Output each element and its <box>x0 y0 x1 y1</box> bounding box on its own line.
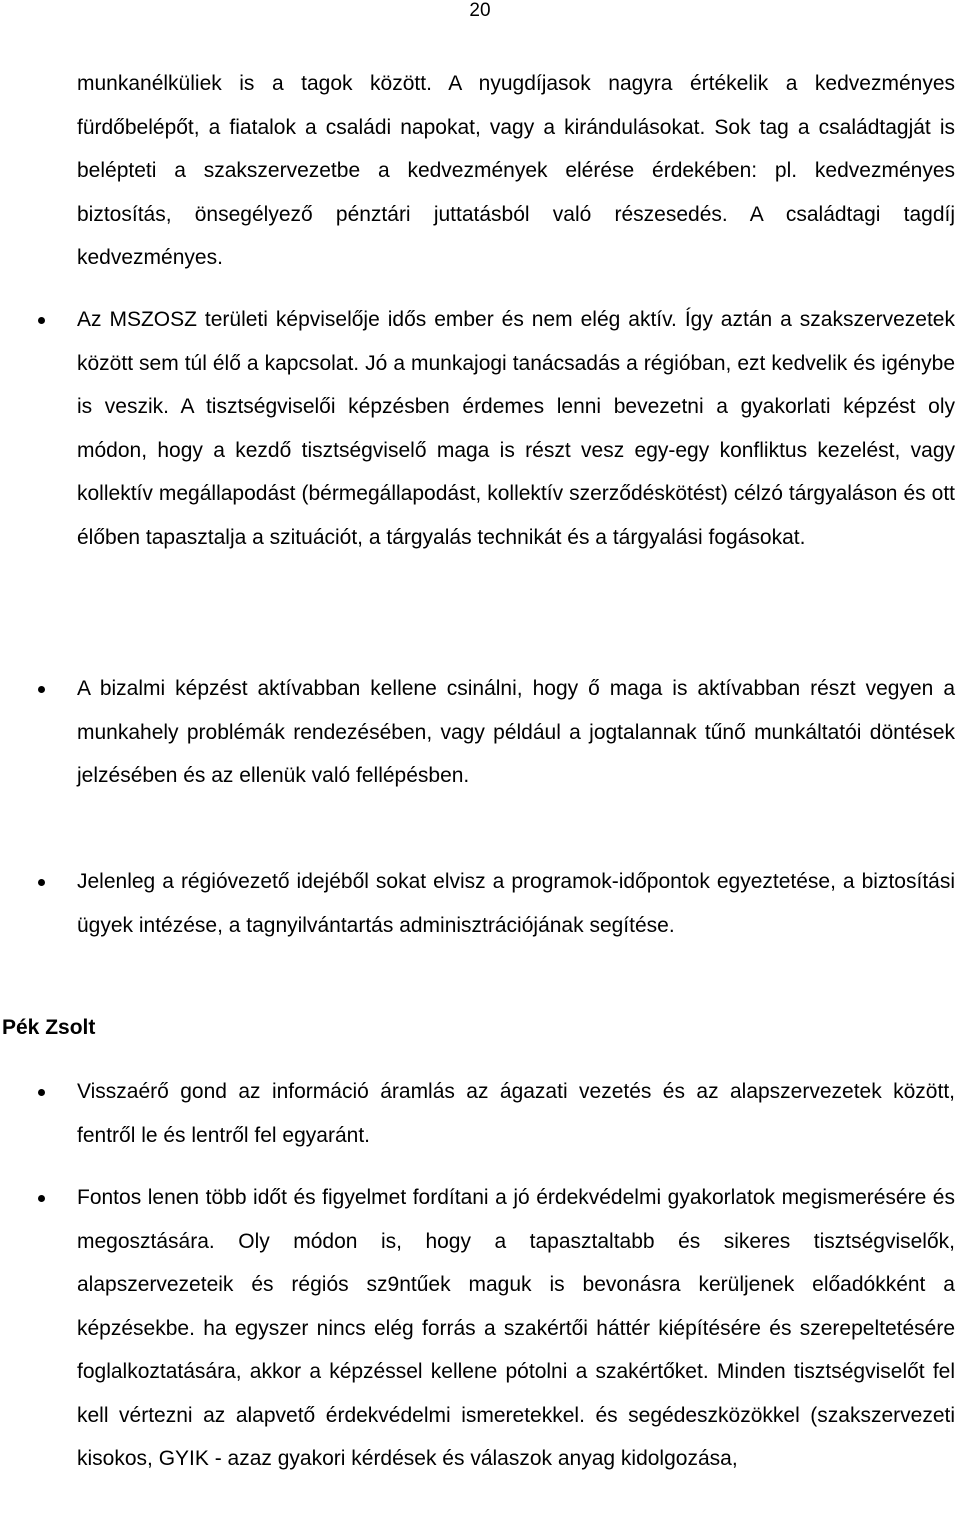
list-item-text: Az MSZOSZ területi képviselője idős ember és nem elég aktív. Így aztán a szakszervezetek között sem túl élő a kapcsolat. Jó a munkajogi tanácsadás a régióban, ezt kedvelik és igénybe is veszik. A tisztségviselői képzésben érdemes lenni bevezetni a gyakorlati képzést oly módon, hogy a kezdő tisztségviselő maga is részt vesz egy-egy konfliktus kezelést, vagy kollektív megállapodást (bérmegállapodást, kollektív szerződéskötést) célzó tárgyaláson és ott élőben tapasztalja a szituációt, a tárgyalás technikát és a tárgyalási fogásokat. <box>77 308 955 549</box>
page-number: 20 <box>469 0 491 21</box>
bullet-icon <box>38 317 45 324</box>
bullet-icon <box>38 1195 45 1202</box>
list-item-text: Jelenleg a régióvezető idejéből sokat elvisz a programok-időpontok egyeztetése, a biztosítási ügyek intézése, a tagnyilvántartás adminisztrációjának segítése. <box>77 870 955 937</box>
bullet-icon <box>38 686 45 693</box>
bullet-icon <box>38 1089 45 1096</box>
list-item-text: Visszaérő gond az információ áramlás az ágazati vezetés és az alapszervezetek között, fentről le és lentről fel egyaránt. <box>77 1080 955 1147</box>
intro-paragraph: munkanélküliek is a tagok között. A nyugdíjasok nagyra értékelik a kedvezményes fürdőbelépőt, a fiatalok a családi napokat, vagy a kirándulásokat. Sok tag a családtagját is belépteti a szakszervezetbe a kedvezmények elérése érdekében: pl. kedvezményes biztosítás, önsegélyező pénztári juttatásból való részesedés. A családtagi tagdíj kedvezményes. <box>77 72 955 269</box>
list-item-text: A bizalmi képzést aktívabban kellene csinálni, hogy ő maga is aktívabban részt vegyen a munkahely problémák rendezésében, vagy például a jogtalannak tűnő munkáltatói döntések jelzésében és az ellenük való fellépésben. <box>77 677 955 787</box>
list-item-text: Fontos lenen több időt és figyelmet fordítani a jó érdekvédelmi gyakorlatok megismerésére és megosztására. Oly módon is, hogy a tapasztaltabb és sikeres tisztségviselők, alapszervezeteik és régiós sz9ntűek maguk is bevonásra kerüljenek előadókként a képzésekbe. ha egyszer nincs elég forrás a szakértői háttér kiépítésére és szerepeltetésére foglalkoztatására, akkor a képzéssel kellene pótolni a szakértőket. Minden tisztségviselőt fel kell vértezni az alapvető érdekvédelmi ismeretekkel. és segédeszközökkel (szakszervezeti kisokos, GYIK - azaz gyakori kérdések és válaszok anyag kidolgozása, <box>77 1186 955 1470</box>
bullet-icon <box>38 879 45 886</box>
section-heading: Pék Zsolt <box>2 1016 96 1039</box>
